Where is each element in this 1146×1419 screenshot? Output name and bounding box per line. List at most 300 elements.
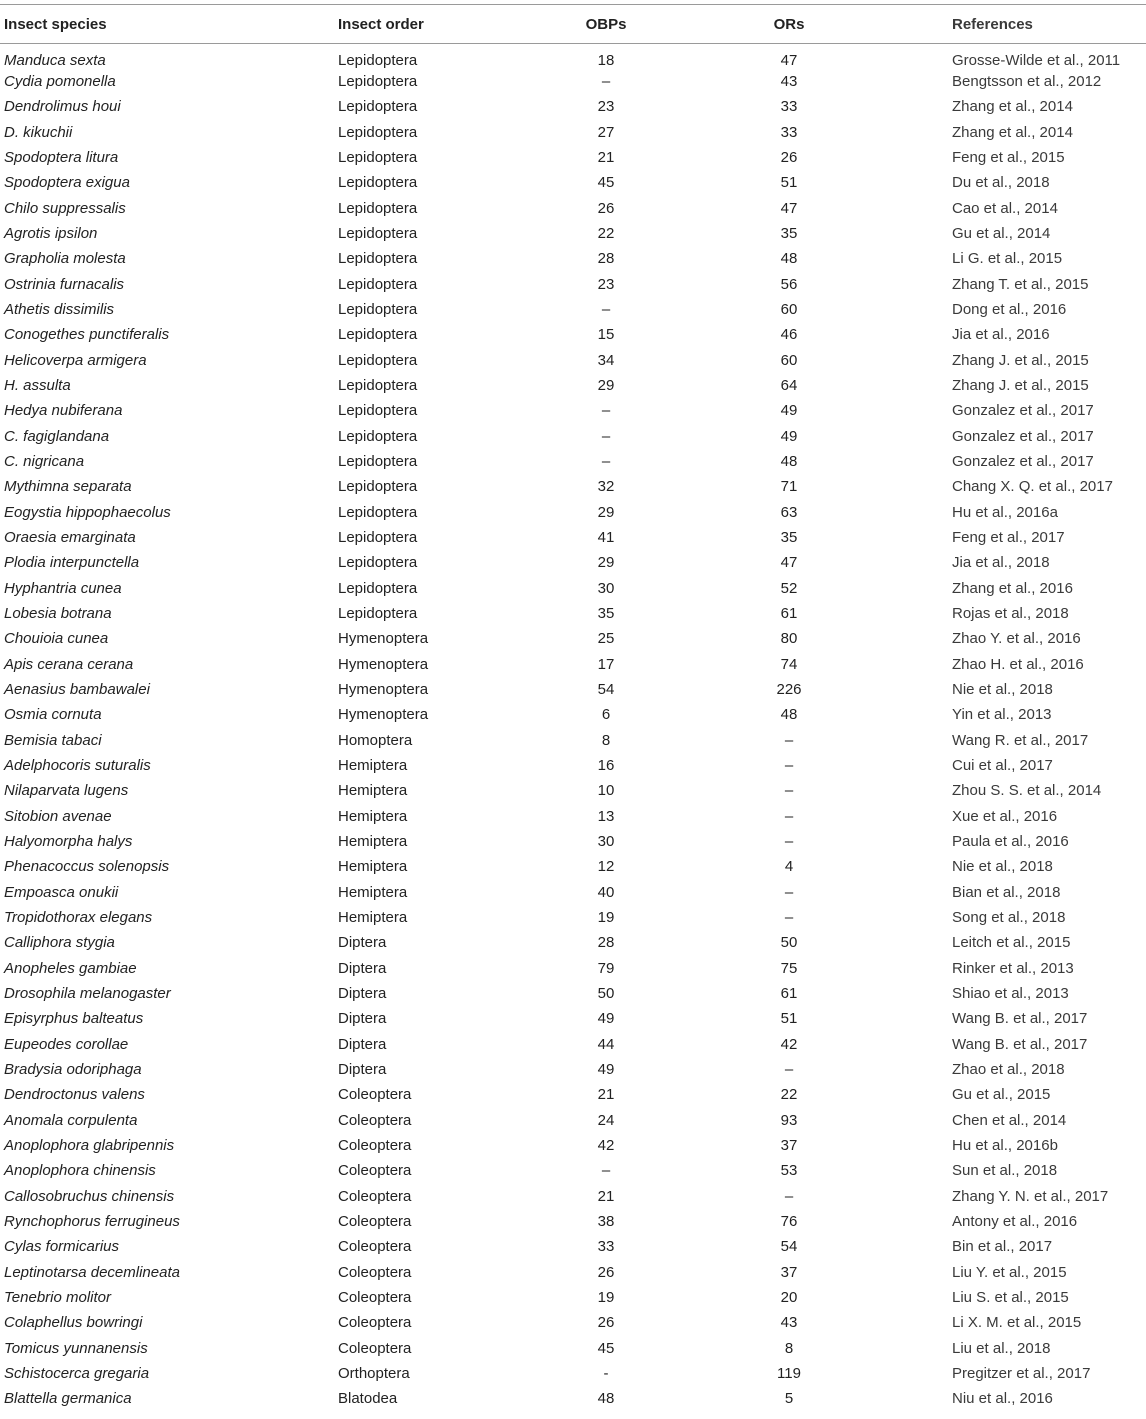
cell-ors: 22 [780, 1086, 798, 1104]
cell-ors: 71 [780, 478, 798, 496]
cell-ors: 5 [784, 1390, 794, 1408]
cell-reference: Cui et al., 2017 [952, 757, 1053, 775]
cell-reference: Hu et al., 2016b [952, 1136, 1058, 1154]
cell-ors: 48 [780, 706, 798, 724]
cell-reference: Wang B. et al., 2017 [952, 1035, 1088, 1053]
header-references: References [952, 15, 1033, 33]
cell-reference: Zhou S. S. et al., 2014 [952, 782, 1102, 800]
cell-insect-species: Cylas formicarius [4, 1238, 120, 1256]
cell-reference: Feng et al., 2017 [952, 529, 1065, 547]
cell-insect-order: Lepidoptera [338, 402, 418, 420]
table-body [0, 43, 1146, 1411]
table-row [0, 1209, 1146, 1234]
cell-ors: 75 [780, 959, 798, 977]
table-row [0, 1183, 1146, 1208]
cell-ors: – [784, 731, 794, 749]
table-row [0, 1234, 1146, 1259]
cell-ors: 43 [780, 1314, 798, 1332]
cell-ors: 54 [780, 1238, 798, 1256]
cell-insect-order: Coleoptera [338, 1086, 412, 1104]
cell-ors: 61 [780, 605, 798, 623]
cell-insect-order: Lepidoptera [338, 149, 418, 167]
cell-insect-species: Drosophila melanogaster [4, 984, 171, 1002]
cell-insect-species: Tropidothorax elegans [4, 908, 153, 926]
cell-reference: Niu et al., 2016 [952, 1390, 1053, 1408]
cell-insect-order: Diptera [338, 1035, 387, 1053]
cell-ors: 47 [780, 199, 798, 217]
cell-insect-order: Hymenoptera [338, 681, 429, 699]
cell-ors: 8 [784, 1339, 794, 1357]
table-row [0, 398, 1146, 423]
cell-obps: 26 [597, 199, 615, 217]
cell-ors: 35 [780, 225, 798, 243]
table-row [0, 348, 1146, 373]
cell-insect-species: Schistocerca gregaria [4, 1364, 150, 1382]
cell-ors: 47 [780, 52, 798, 69]
cell-reference: Chen et al., 2014 [952, 1111, 1067, 1129]
cell-insect-species: Oraesia emarginata [4, 529, 136, 547]
cell-insect-species: Ostrinia furnacalis [4, 275, 125, 293]
cell-ors: – [784, 1060, 794, 1078]
table-header [0, 5, 1146, 43]
table-row [0, 1285, 1146, 1310]
cell-insect-species: Leptinotarsa decemlineata [4, 1263, 180, 1281]
cell-reference: Hu et al., 2016a [952, 503, 1058, 521]
cell-obps: 42 [597, 1136, 615, 1154]
cell-obps: 28 [597, 250, 615, 268]
table-row [0, 702, 1146, 727]
cell-obps: 12 [597, 858, 615, 876]
table-row [0, 981, 1146, 1006]
cell-obps: 21 [597, 1187, 615, 1205]
cell-insect-order: Coleoptera [338, 1288, 412, 1306]
cell-obps: 18 [597, 52, 615, 69]
cell-reference: Nie et al., 2018 [952, 681, 1053, 699]
cell-obps: 33 [597, 1238, 615, 1256]
cell-obps: – [601, 453, 611, 471]
cell-reference: Zhang et al., 2014 [952, 123, 1073, 141]
cell-insect-species: Colaphellus bowringi [4, 1314, 143, 1332]
cell-reference: Liu Y. et al., 2015 [952, 1263, 1067, 1281]
cell-insect-species: Spodoptera exigua [4, 174, 130, 192]
cell-ors: 51 [780, 1010, 798, 1028]
cell-ors: 60 [780, 351, 798, 369]
cell-ors: 49 [780, 402, 798, 420]
table-row [0, 246, 1146, 271]
cell-insect-species: Plodia interpunctella [4, 554, 140, 572]
cell-reference: Zhang J. et al., 2015 [952, 351, 1089, 369]
cell-reference: Wang R. et al., 2017 [952, 731, 1089, 749]
cell-reference: Du et al., 2018 [952, 174, 1050, 192]
cell-insect-order: Lepidoptera [338, 351, 418, 369]
table-row [0, 69, 1146, 94]
cell-insect-species: Agrotis ipsilon [4, 225, 98, 243]
cell-insect-order: Coleoptera [338, 1136, 412, 1154]
cell-insect-species: Hedya nubiferana [4, 402, 123, 420]
cell-ors: – [784, 807, 794, 825]
cell-insect-order: Hymenoptera [338, 706, 429, 724]
cell-insect-species: Mythimna separata [4, 478, 132, 496]
cell-insect-species: Empoasca onukii [4, 883, 119, 901]
table-row [0, 43, 1146, 69]
cell-obps: 30 [597, 579, 615, 597]
cell-ors: 226 [776, 681, 802, 699]
table-row [0, 272, 1146, 297]
cell-reference: Zhang et al., 2016 [952, 579, 1073, 597]
header-insect-order: Insect order [338, 15, 424, 33]
cell-insect-species: Nilaparvata lugens [4, 782, 129, 800]
cell-reference: Liu S. et al., 2015 [952, 1288, 1069, 1306]
insect-obp-or-table [0, 5, 1146, 1411]
cell-insect-order: Lepidoptera [338, 478, 418, 496]
cell-obps: 8 [601, 731, 611, 749]
table-row [0, 120, 1146, 145]
cell-insect-species: Episyrphus balteatus [4, 1010, 144, 1028]
cell-obps: 44 [597, 1035, 615, 1053]
cell-insect-species: Anoplophora chinensis [4, 1162, 156, 1180]
cell-insect-species: Osmia cornuta [4, 706, 102, 724]
cell-ors: – [784, 833, 794, 850]
cell-insect-species: Dendrolimus houi [4, 98, 121, 116]
table-row [0, 500, 1146, 525]
cell-insect-species: Blattella germanica [4, 1390, 132, 1408]
cell-insect-order: Diptera [338, 984, 387, 1002]
table-row [0, 1082, 1146, 1107]
cell-insect-order: Hemiptera [338, 908, 408, 926]
cell-ors: 80 [780, 630, 798, 648]
cell-reference: Wang B. et al., 2017 [952, 1010, 1088, 1028]
cell-insect-order: Coleoptera [338, 1238, 412, 1256]
table-row [0, 804, 1146, 829]
cell-ors: 64 [780, 377, 798, 395]
header-insect-species: Insect species [4, 15, 107, 33]
cell-insect-order: Lepidoptera [338, 250, 418, 268]
table-row [0, 778, 1146, 803]
cell-insect-species: Bemisia tabaci [4, 731, 102, 749]
cell-ors: 37 [780, 1136, 798, 1154]
cell-insect-order: Lepidoptera [338, 453, 418, 471]
cell-obps: – [601, 301, 611, 319]
cell-insect-order: Lepidoptera [338, 52, 418, 69]
cell-insect-order: Coleoptera [338, 1187, 412, 1205]
cell-insect-order: Lepidoptera [338, 605, 418, 623]
cell-ors: 48 [780, 453, 798, 471]
table-row [0, 930, 1146, 955]
cell-obps: – [601, 73, 611, 91]
cell-obps: 23 [597, 275, 615, 293]
cell-obps: 54 [597, 681, 615, 699]
cell-obps: 26 [597, 1314, 615, 1332]
cell-insect-species: Manduca sexta [4, 52, 106, 69]
cell-insect-order: Diptera [338, 934, 387, 952]
cell-insect-order: Hemiptera [338, 757, 408, 775]
cell-ors: 35 [780, 529, 798, 547]
table-row [0, 449, 1146, 474]
cell-obps: 16 [597, 757, 615, 775]
cell-ors: 76 [780, 1212, 798, 1230]
cell-ors: 63 [780, 503, 798, 521]
cell-insect-order: Coleoptera [338, 1263, 412, 1281]
cell-insect-order: Coleoptera [338, 1111, 412, 1129]
table-row [0, 955, 1146, 980]
cell-insect-order: Hymenoptera [338, 630, 429, 648]
cell-insect-species: Callosobruchus chinensis [4, 1187, 175, 1205]
cell-obps: 45 [597, 174, 615, 192]
cell-obps: 19 [597, 1288, 615, 1306]
cell-insect-species: Aenasius bambawalei [4, 681, 150, 699]
cell-insect-species: Lobesia botrana [4, 605, 112, 623]
table-row [0, 1259, 1146, 1284]
cell-insect-species: Apis cerana cerana [4, 655, 134, 673]
cell-reference: Zhao et al., 2018 [952, 1060, 1065, 1078]
cell-reference: Gu et al., 2015 [952, 1086, 1051, 1104]
cell-insect-order: Lepidoptera [338, 503, 418, 521]
cell-obps: 35 [597, 605, 615, 623]
cell-insect-order: Blatodea [338, 1390, 398, 1408]
cell-insect-order: Lepidoptera [338, 199, 418, 217]
cell-obps: 34 [597, 351, 615, 369]
cell-obps: 19 [597, 908, 615, 926]
cell-insect-order: Coleoptera [338, 1162, 412, 1180]
cell-obps: 29 [597, 377, 615, 395]
cell-ors: 33 [780, 123, 798, 141]
cell-insect-order: Lepidoptera [338, 529, 418, 547]
header-row [0, 5, 1146, 43]
cell-ors: 51 [780, 174, 798, 192]
cell-obps: 28 [597, 934, 615, 952]
cell-reference: Pregitzer et al., 2017 [952, 1364, 1091, 1382]
cell-insect-order: Hemiptera [338, 883, 408, 901]
table-row [0, 1006, 1146, 1031]
cell-reference: Cao et al., 2014 [952, 199, 1058, 217]
cell-insect-species: Grapholia molesta [4, 250, 126, 268]
cell-reference: Dong et al., 2016 [952, 301, 1067, 319]
cell-obps: 15 [597, 326, 615, 344]
cell-obps: 27 [597, 123, 615, 141]
cell-insect-order: Coleoptera [338, 1314, 412, 1332]
cell-insect-species: Calliphora stygia [4, 934, 115, 952]
cell-insect-species: Anopheles gambiae [4, 959, 137, 977]
cell-insect-order: Diptera [338, 959, 387, 977]
cell-obps: 41 [597, 529, 615, 547]
cell-reference: Rinker et al., 2013 [952, 959, 1074, 977]
table-row [0, 170, 1146, 195]
table-row [0, 880, 1146, 905]
cell-reference: Bin et al., 2017 [952, 1238, 1053, 1256]
cell-insect-species: Phenacoccus solenopsis [4, 858, 170, 876]
table-row [0, 474, 1146, 499]
cell-insect-order: Homoptera [338, 731, 413, 749]
cell-insect-order: Lepidoptera [338, 73, 418, 91]
cell-insect-species: Hyphantria cunea [4, 579, 122, 597]
cell-insect-species: Anoplophora glabripennis [4, 1136, 175, 1154]
cell-ors: – [784, 883, 794, 901]
cell-reference: Liu et al., 2018 [952, 1339, 1051, 1357]
cell-obps: 32 [597, 478, 615, 496]
cell-obps: 24 [597, 1111, 615, 1129]
cell-insect-order: Lepidoptera [338, 301, 418, 319]
table-row [0, 525, 1146, 550]
table-row [0, 626, 1146, 651]
table-row [0, 196, 1146, 221]
cell-obps: 25 [597, 630, 615, 648]
cell-insect-order: Lepidoptera [338, 579, 418, 597]
table-row [0, 145, 1146, 170]
cell-insect-species: Sitobion avenae [4, 807, 112, 825]
cell-insect-order: Hemiptera [338, 807, 408, 825]
table-row [0, 424, 1146, 449]
table-row [0, 373, 1146, 398]
table-row [0, 1361, 1146, 1386]
cell-reference: Bian et al., 2018 [952, 883, 1061, 901]
cell-insect-order: Hemiptera [338, 833, 408, 850]
cell-reference: Leitch et al., 2015 [952, 934, 1071, 952]
cell-insect-order: Coleoptera [338, 1212, 412, 1230]
table-row [0, 728, 1146, 753]
cell-ors: 20 [780, 1288, 798, 1306]
cell-insect-order: Coleoptera [338, 1339, 412, 1357]
cell-reference: Zhang T. et al., 2015 [952, 275, 1089, 293]
cell-obps: 29 [597, 503, 615, 521]
cell-reference: Zhang J. et al., 2015 [952, 377, 1089, 395]
cell-ors: 37 [780, 1263, 798, 1281]
table-row [0, 677, 1146, 702]
cell-ors: 48 [780, 250, 798, 268]
cell-ors: 74 [780, 655, 798, 673]
cell-insect-species: Tomicus yunnanensis [4, 1339, 148, 1357]
cell-reference: Gonzalez et al., 2017 [952, 402, 1094, 420]
cell-insect-species: Athetis dissimilis [4, 301, 115, 319]
table-row [0, 1057, 1146, 1082]
table-row [0, 322, 1146, 347]
cell-ors: 56 [780, 275, 798, 293]
cell-reference: Gonzalez et al., 2017 [952, 453, 1094, 471]
cell-obps: – [601, 427, 611, 445]
table-row [0, 1386, 1146, 1411]
cell-obps: 50 [597, 984, 615, 1002]
table-row [0, 1158, 1146, 1183]
cell-obps: 79 [597, 959, 615, 977]
cell-obps: 21 [597, 149, 615, 167]
cell-obps: – [601, 1162, 611, 1180]
cell-reference: Chang X. Q. et al., 2017 [952, 478, 1113, 496]
cell-reference: Sun et al., 2018 [952, 1162, 1058, 1180]
cell-insect-order: Lepidoptera [338, 326, 418, 344]
table-row [0, 753, 1146, 778]
cell-obps: - [603, 1364, 609, 1382]
table-row [0, 1031, 1146, 1056]
cell-ors: – [784, 782, 794, 800]
cell-obps: 10 [597, 782, 615, 800]
cell-reference: Zhang et al., 2014 [952, 98, 1073, 116]
cell-reference: Zhang Y. N. et al., 2017 [952, 1187, 1109, 1205]
cell-insect-order: Lepidoptera [338, 377, 418, 395]
cell-reference: Song et al., 2018 [952, 908, 1066, 926]
cell-ors: – [784, 1187, 794, 1205]
cell-ors: – [784, 757, 794, 775]
header-ors: ORs [773, 15, 805, 33]
cell-ors: 52 [780, 579, 798, 597]
cell-ors: 49 [780, 427, 798, 445]
cell-ors: 50 [780, 934, 798, 952]
cell-obps: 22 [597, 225, 615, 243]
cell-insect-species: Chouioia cunea [4, 630, 109, 648]
cell-insect-order: Hemiptera [338, 782, 408, 800]
table-row [0, 297, 1146, 322]
cell-obps: 21 [597, 1086, 615, 1104]
cell-ors: 26 [780, 149, 798, 167]
cell-insect-species: C. nigricana [4, 453, 85, 471]
cell-insect-species: Cydia pomonella [4, 73, 116, 91]
table-row [0, 829, 1146, 854]
cell-reference: Nie et al., 2018 [952, 858, 1053, 876]
cell-insect-order: Lepidoptera [338, 275, 418, 293]
cell-insect-species: Conogethes punctiferalis [4, 326, 170, 344]
cell-reference: Gu et al., 2014 [952, 225, 1051, 243]
header-obps: OBPs [585, 15, 627, 33]
cell-reference: Bengtsson et al., 2012 [952, 73, 1102, 91]
table-row [0, 94, 1146, 119]
cell-reference: Zhao Y. et al., 2016 [952, 630, 1081, 648]
cell-insect-order: Lepidoptera [338, 554, 418, 572]
cell-ors: 119 [777, 1364, 801, 1382]
cell-insect-order: Lepidoptera [338, 98, 418, 116]
table-row [0, 1335, 1146, 1360]
cell-obps: 17 [597, 655, 615, 673]
table-row [0, 854, 1146, 879]
cell-insect-species: Halyomorpha halys [4, 833, 133, 850]
table-row [0, 1310, 1146, 1335]
cell-insect-order: Lepidoptera [338, 174, 418, 192]
cell-obps: 23 [597, 98, 615, 116]
cell-reference: Jia et al., 2016 [952, 326, 1050, 344]
cell-obps: 49 [597, 1060, 615, 1078]
cell-ors: 60 [780, 301, 798, 319]
table-row [0, 905, 1146, 930]
cell-reference: Gonzalez et al., 2017 [952, 427, 1094, 445]
cell-insect-species: Adelphocoris suturalis [4, 757, 151, 775]
cell-insect-species: H. assulta [4, 377, 71, 395]
cell-insect-species: Dendroctonus valens [4, 1086, 145, 1104]
cell-insect-order: Lepidoptera [338, 225, 418, 243]
cell-insect-species: Rynchophorus ferrugineus [4, 1212, 180, 1230]
cell-ors: 53 [780, 1162, 798, 1180]
cell-insect-order: Diptera [338, 1010, 387, 1028]
cell-ors: 33 [780, 98, 798, 116]
table-row [0, 1133, 1146, 1158]
cell-reference: Xue et al., 2016 [952, 807, 1058, 825]
cell-ors: 43 [780, 73, 798, 91]
cell-insect-order: Lepidoptera [338, 427, 418, 445]
table-row [0, 601, 1146, 626]
cell-insect-order: Orthoptera [338, 1364, 410, 1382]
cell-ors: 42 [780, 1035, 798, 1053]
cell-obps: 13 [597, 807, 615, 825]
cell-ors: 93 [780, 1111, 798, 1129]
cell-insect-order: Hymenoptera [338, 655, 429, 673]
table-row [0, 550, 1146, 575]
table-row [0, 652, 1146, 677]
cell-reference: Feng et al., 2015 [952, 149, 1065, 167]
cell-insect-species: Anomala corpulenta [4, 1111, 138, 1129]
cell-obps: 29 [597, 554, 615, 572]
cell-reference: Antony et al., 2016 [952, 1212, 1078, 1230]
cell-ors: 4 [784, 858, 794, 876]
cell-insect-species: Eogystia hippophaecolus [4, 503, 171, 521]
cell-ors: 61 [780, 984, 798, 1002]
cell-obps: 6 [601, 706, 611, 724]
cell-obps: 38 [597, 1212, 615, 1230]
